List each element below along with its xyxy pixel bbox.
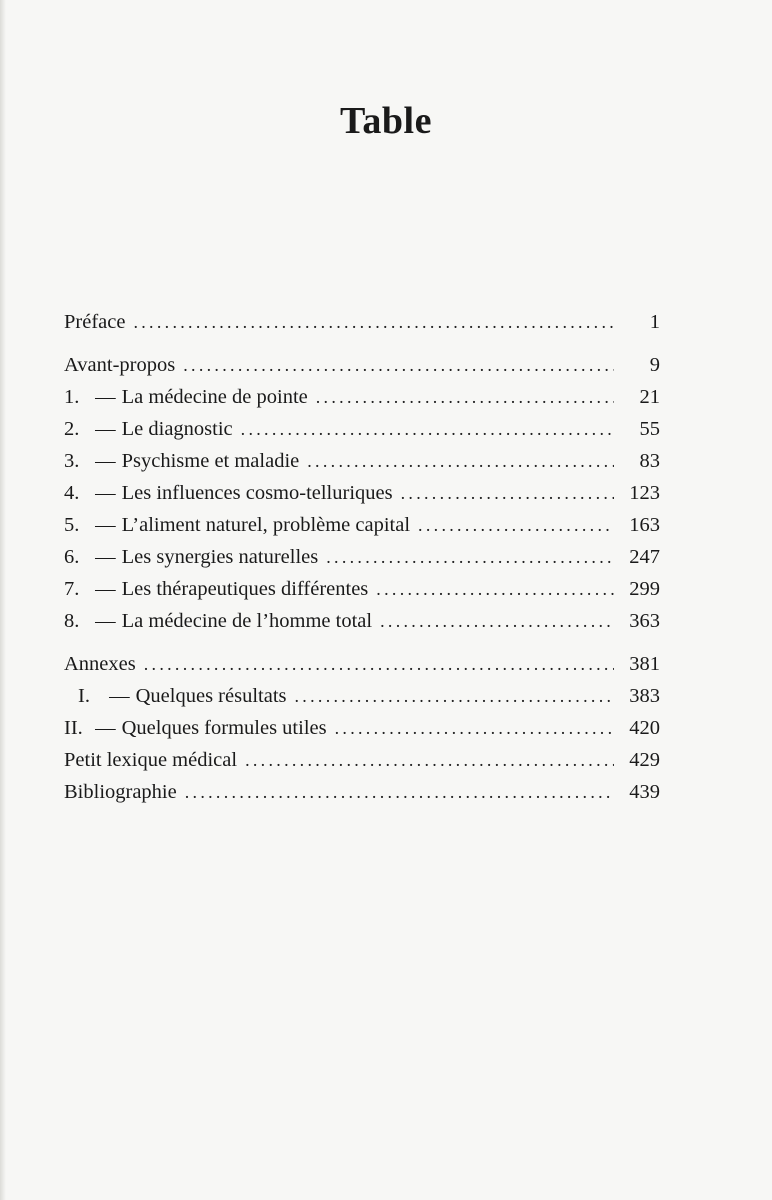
toc-entry-chapter-6[interactable] xyxy=(64,541,660,573)
toc-entry-chapter-5[interactable] xyxy=(64,509,660,541)
toc-entry-chapter-3[interactable] xyxy=(64,445,660,477)
toc-leader-dots xyxy=(380,605,614,637)
toc-page-number: 420 xyxy=(629,717,660,739)
toc-page-number: 439 xyxy=(629,781,660,803)
page-edge-shadow xyxy=(0,0,6,1200)
chapter-separator: — xyxy=(95,482,116,504)
toc-entry-annex-2[interactable] xyxy=(64,712,660,744)
toc-entry-label xyxy=(64,573,368,605)
toc-entry-label xyxy=(64,605,372,637)
toc-entry-label: Avant-propos xyxy=(64,354,176,376)
chapter-number: 7. xyxy=(64,578,80,600)
toc-entry-label: Petit lexique médical xyxy=(64,749,238,771)
annex-title: Quelques formules utiles xyxy=(121,717,327,739)
toc-leader-dots xyxy=(185,776,614,808)
chapter-number: 4. xyxy=(64,482,80,504)
chapter-title: Les influences cosmo-telluriques xyxy=(121,482,393,504)
toc-page-number: 9 xyxy=(649,354,660,376)
toc-page-number: 55 xyxy=(639,418,660,440)
toc-leader-dots xyxy=(183,349,614,381)
chapter-separator: — xyxy=(95,386,116,408)
toc-entry-label: Annexes xyxy=(64,653,136,675)
toc-page-number: 299 xyxy=(629,578,660,600)
chapter-title: Le diagnostic xyxy=(121,418,233,440)
chapter-title: Psychisme et maladie xyxy=(121,450,300,472)
toc-leader-dots xyxy=(418,509,614,541)
chapter-number: 3. xyxy=(64,450,80,472)
toc-page-number: 123 xyxy=(629,482,660,504)
toc-leader-dots xyxy=(241,413,614,445)
toc-entry-chapter-1[interactable] xyxy=(64,381,660,413)
toc-leader-dots xyxy=(245,744,614,776)
toc-entry-chapter-4[interactable] xyxy=(64,477,660,509)
chapter-number: 6. xyxy=(64,546,80,568)
chapter-title: L’aliment naturel, problème capital xyxy=(121,514,411,536)
toc-leader-dots xyxy=(133,306,614,338)
chapter-number: 2. xyxy=(64,418,80,440)
toc-entry-label: Bibliographie xyxy=(64,781,177,803)
table-of-contents xyxy=(64,306,660,808)
toc-entry-lexique[interactable] xyxy=(64,744,660,776)
toc-leader-dots xyxy=(316,381,614,413)
annex-number: II. xyxy=(64,717,83,739)
chapter-number: 1. xyxy=(64,386,80,408)
toc-leader-dots xyxy=(335,712,614,744)
toc-entry-annexes[interactable] xyxy=(64,648,660,680)
chapter-title: La médecine de pointe xyxy=(121,386,308,408)
toc-page-number: 429 xyxy=(629,749,660,771)
toc-page-number: 1 xyxy=(649,311,660,333)
annex-separator: — xyxy=(109,685,130,707)
chapter-title: Les synergies naturelles xyxy=(121,546,319,568)
chapter-separator: — xyxy=(95,610,116,632)
page-title: Table xyxy=(340,100,432,143)
toc-page-number: 163 xyxy=(629,514,660,536)
chapter-number: 8. xyxy=(64,610,80,632)
chapter-separator: — xyxy=(95,418,116,440)
annex-title: Quelques résultats xyxy=(135,685,287,707)
toc-entry-label xyxy=(64,445,299,477)
toc-leader-dots xyxy=(326,541,614,573)
chapter-separator: — xyxy=(95,578,116,600)
toc-page-number: 383 xyxy=(629,685,660,707)
chapter-separator: — xyxy=(95,546,116,568)
toc-leader-dots xyxy=(144,648,614,680)
chapter-separator: — xyxy=(95,450,116,472)
toc-page-number: 363 xyxy=(629,610,660,632)
toc-leader-dots xyxy=(401,477,614,509)
toc-entry-label xyxy=(64,477,393,509)
toc-leader-dots xyxy=(376,573,614,605)
toc-entry-chapter-2[interactable] xyxy=(64,413,660,445)
toc-leader-dots xyxy=(307,445,614,477)
toc-entry-chapter-8[interactable] xyxy=(64,605,660,637)
toc-entry-label xyxy=(64,712,327,744)
toc-entry-bibliographie[interactable] xyxy=(64,776,660,808)
toc-entry-chapter-7[interactable] xyxy=(64,573,660,605)
toc-entry-label xyxy=(64,509,410,541)
toc-leader-dots xyxy=(295,680,615,712)
toc-entry-preface[interactable] xyxy=(64,306,660,338)
chapter-number: 5. xyxy=(64,514,80,536)
toc-entry-annex-1[interactable] xyxy=(64,680,660,712)
toc-entry-label xyxy=(64,413,233,445)
chapter-separator: — xyxy=(95,514,116,536)
toc-entry-label xyxy=(64,541,318,573)
toc-entry-avant-propos[interactable] xyxy=(64,349,660,381)
toc-page-number: 21 xyxy=(639,386,660,408)
toc-entry-label: Préface xyxy=(64,311,126,333)
annex-separator: — xyxy=(95,717,116,739)
annex-number: I. xyxy=(78,685,90,707)
chapter-title: La médecine de l’homme total xyxy=(121,610,373,632)
toc-entry-label xyxy=(64,680,287,712)
toc-entry-label xyxy=(64,381,308,413)
toc-page-number: 83 xyxy=(639,450,660,472)
chapter-title: Les thérapeutiques différentes xyxy=(121,578,369,600)
toc-page-number: 381 xyxy=(629,653,660,675)
toc-page-number: 247 xyxy=(629,546,660,568)
